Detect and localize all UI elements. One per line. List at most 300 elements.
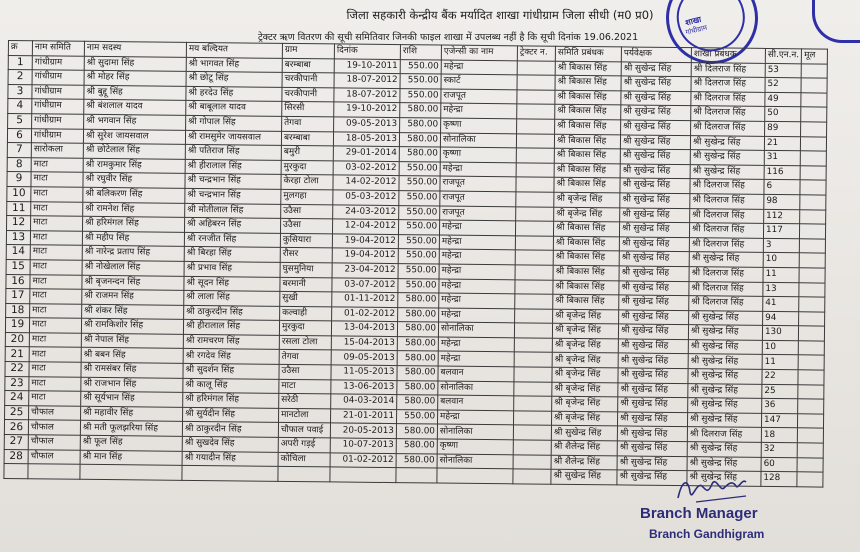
- cell-branch-manager: श्री सुखेन्द्र सिंह: [688, 325, 762, 340]
- cell-cn-no: 10: [762, 340, 798, 355]
- cell-amount: 550.00: [400, 74, 441, 89]
- cell-sn: 5: [8, 113, 32, 128]
- cell-date: 09-05-2013: [334, 117, 400, 132]
- cell-village: सिरसी: [282, 102, 334, 117]
- cell-agency: सोनालिका: [440, 133, 516, 148]
- cell-original: [799, 297, 825, 312]
- cell-member: श्री बृजनन्दन सिंह: [82, 275, 184, 291]
- cell-sn: 8: [7, 157, 31, 172]
- cell-original: [798, 399, 824, 414]
- cell-father: श्री भागवत सिंह: [186, 57, 282, 73]
- table-body: [4, 55, 828, 487]
- cell-sn: 16: [6, 274, 30, 289]
- cell-date: 19-10-2012: [334, 102, 400, 117]
- cell-agency: महेन्द्रा: [439, 264, 515, 279]
- cell-tractor-no: [516, 148, 554, 163]
- cell-original: [798, 384, 824, 399]
- cell-supervisor: श्री सुखेन्द्र सिंह: [617, 470, 687, 485]
- cell-village: मानटोला: [279, 408, 331, 423]
- cell-original: [800, 195, 826, 210]
- cell-supervisor: श्री सुखेन्द्र सिंह: [620, 134, 690, 149]
- cell-father: श्री पतिराज सिंह: [185, 145, 281, 161]
- cell-original: [801, 93, 827, 108]
- cell-cn-no: 18: [761, 428, 797, 443]
- cell-amount: 550.00: [399, 205, 440, 220]
- cell-original: [798, 428, 824, 443]
- cell-society: माटा: [30, 303, 82, 318]
- cell-cn-no: 60: [761, 457, 797, 472]
- cell-cn-no: 49: [765, 92, 801, 107]
- cell-supervisor: श्री सुखेन्द्र सिंह: [619, 266, 689, 281]
- cell-tractor-no: [517, 75, 555, 90]
- cell-society-manager: श्री बृजेन्द्र सिंह: [552, 353, 618, 368]
- col-society-manager: समिति प्रबंधक: [555, 46, 621, 61]
- cell-amount: 580.00: [397, 395, 438, 410]
- cell-original: [800, 180, 826, 195]
- cell-member: श्री रामनेश सिंह: [83, 202, 185, 218]
- cell-village: चरकीपानी: [282, 73, 334, 88]
- cell-original: [801, 107, 827, 122]
- cell-father: श्री हीरालाल सिंह: [183, 320, 279, 336]
- cell-society: माटा: [29, 376, 81, 391]
- cell-branch-manager: श्री सुखेन्द्र सिंह: [687, 442, 761, 457]
- cell-tractor-no: [517, 119, 555, 134]
- cell-branch-manager: श्री सुखेन्द्र सिंह: [688, 383, 762, 398]
- col-original: मूल: [802, 49, 828, 64]
- col-tractor-no: ट्रेक्टर न.: [517, 46, 555, 61]
- cell-branch-manager: श्री दिलराज सिंह: [691, 62, 765, 77]
- col-sn: क्र: [8, 41, 32, 56]
- cell-tractor-no: [515, 221, 553, 236]
- cell-society: गांधीग्राम: [32, 85, 84, 100]
- cell-agency: महेन्द्रा: [441, 103, 517, 118]
- cell-cn-no: 22: [762, 369, 798, 384]
- cell-original: [799, 268, 825, 283]
- cell-supervisor: श्री सुखेन्द्र सिंह: [618, 324, 688, 339]
- cell-village: उउैसा: [280, 218, 332, 233]
- cell-society-manager: श्री शैलेन्द्र सिंह: [551, 455, 617, 470]
- cell-cn-no: 130: [762, 326, 798, 341]
- cell-cn-no: 112: [764, 209, 800, 224]
- cell-amount: [396, 468, 437, 483]
- cell-cn-no: 32: [761, 442, 797, 457]
- cell-father: श्री छोटू सिंह: [186, 72, 282, 88]
- cell-tractor-no: [515, 294, 553, 309]
- cell-agency: महेन्द्रा: [438, 351, 514, 366]
- cell-society-manager: श्री बिकास सिंह: [555, 75, 621, 90]
- col-branch-manager: शाखा प्रबंधक: [691, 48, 765, 63]
- cell-supervisor: श्री सुखेन्द्र सिंह: [620, 164, 690, 179]
- cell-cn-no: 6: [764, 180, 800, 195]
- cell-society-manager: श्री बृजेन्द्र सिंह: [552, 367, 618, 382]
- cell-agency: राजपूत: [441, 89, 517, 104]
- cell-village: तेगवा: [282, 116, 334, 131]
- cell-amount: 580.00: [399, 147, 440, 162]
- cell-supervisor: श्री सुखेन्द्र सिंह: [620, 207, 690, 222]
- cell-branch-manager: श्री सुखेन्द्र सिंह: [690, 164, 764, 179]
- col-member: नाम सदस्य: [84, 41, 186, 57]
- cell-agency: महेन्द्रा: [439, 279, 515, 294]
- cell-tractor-no: [517, 60, 555, 75]
- cell-member: श्री मती फूलझरिया सिंह: [80, 421, 182, 437]
- cell-village: केरहा टोला: [281, 175, 333, 190]
- cell-society-manager: श्री बिकास सिंह: [555, 61, 621, 76]
- cell-village: तेगवा: [279, 350, 331, 365]
- cell-society: चौफाल: [29, 406, 81, 421]
- cell-amount: 550.00: [399, 161, 440, 176]
- cell-date: 15-04-2013: [331, 336, 397, 351]
- cell-date: 19-10-2011: [334, 59, 400, 74]
- cell-amount: 580.00: [397, 351, 438, 366]
- cell-society: माटा: [29, 333, 81, 348]
- cell-original: [798, 341, 824, 356]
- cell-tractor-no: [515, 265, 553, 280]
- cell-cn-no: 11: [762, 355, 798, 370]
- cell-village: माटा: [279, 379, 331, 394]
- cell-supervisor: श्री सुखेन्द्र सिंह: [617, 456, 687, 471]
- cell-agency: स्कार्ट: [441, 74, 517, 89]
- cell-father: श्री सूदन सिंह: [184, 276, 280, 292]
- cell-member: श्री बंशलाल यादव: [84, 100, 186, 116]
- cell-branch-manager: श्री सुखेन्द्र सिंह: [688, 340, 762, 355]
- cell-supervisor: श्री सुखेन्द्र सिंह: [621, 91, 691, 106]
- cell-member: श्री राजमन सिंह: [82, 289, 184, 305]
- cell-society-manager: श्री बिकास सिंह: [555, 105, 621, 120]
- cell-amount: 550.00: [396, 409, 437, 424]
- cell-sn: 25: [5, 405, 29, 420]
- cell-supervisor: श्री सुखेन्द्र सिंह: [617, 426, 687, 441]
- cell-branch-manager: श्री दिलराज सिंह: [690, 208, 764, 223]
- cell-cn-no: 94: [763, 311, 799, 326]
- col-amount: राशि: [400, 45, 441, 60]
- cell-original: [798, 414, 824, 429]
- cell-cn-no: 147: [761, 413, 797, 428]
- cell-sn: 18: [6, 303, 30, 318]
- cell-date: 13-04-2013: [331, 321, 397, 336]
- cell-member: श्री सुदामा सिंह: [84, 56, 186, 72]
- cell-member: श्री छोटेलाल सिंह: [83, 143, 185, 159]
- cell-amount: 580.00: [397, 336, 438, 351]
- cell-agency: सोनालिका: [437, 454, 513, 469]
- cell-sn: 12: [7, 216, 31, 231]
- cell-agency: राजपूत: [440, 176, 516, 191]
- cell-cn-no: 3: [763, 238, 799, 253]
- cell-date: 01-02-2012: [330, 453, 396, 468]
- cell-supervisor: श्री सुखेन्द्र सिंह: [619, 222, 689, 237]
- cell-supervisor: श्री सुखेन्द्र सिंह: [620, 149, 690, 164]
- cell-supervisor: श्री सुखेन्द्र सिंह: [621, 62, 691, 77]
- cell-father: श्री मोतीलाल सिंह: [185, 203, 281, 219]
- cell-village: बरम्बाबा: [282, 58, 334, 73]
- cell-amount: 550.00: [400, 59, 441, 74]
- cell-amount: 580.00: [396, 439, 437, 454]
- cell-village: कुसियारा: [280, 233, 332, 248]
- cell-date: 11-05-2013: [331, 365, 397, 380]
- cell-tractor-no: [514, 338, 552, 353]
- cell-supervisor: श्री सुखेन्द्र सिंह: [618, 368, 688, 383]
- cell-sn: 9: [7, 172, 31, 187]
- cell-tractor-no: [516, 177, 554, 192]
- cell-sn: 10: [7, 186, 31, 201]
- cell-cn-no: 11: [763, 267, 799, 282]
- cell-father: श्री रनजीत सिंह: [184, 232, 280, 248]
- cell-society-manager: श्री बिकास सिंह: [553, 251, 619, 266]
- cell-society: चौफाल: [28, 449, 80, 464]
- cell-agency: महेन्द्रा: [441, 60, 517, 75]
- cell-branch-manager: श्री दिलराज सिंह: [687, 427, 761, 442]
- cell-sn: 7: [7, 143, 31, 158]
- cell-supervisor: श्री सुखेन्द्र सिंह: [619, 280, 689, 295]
- cell-sn: 4: [8, 99, 32, 114]
- cell-father: श्री चन्द्रभान सिंह: [185, 188, 281, 204]
- cell-member: श्री मान सिंह: [80, 450, 182, 466]
- cell-father: श्री रामसुमेर जायसवाल: [185, 130, 281, 146]
- col-date: दिनांक: [334, 44, 400, 59]
- cell-tractor-no: [515, 279, 553, 294]
- col-father: मय बल्दियत: [186, 42, 282, 58]
- cell-original: [797, 443, 823, 458]
- cell-society-manager: श्री बिकास सिंह: [554, 134, 620, 149]
- cell-branch-manager: श्री सुखेन्द्र सिंह: [687, 471, 761, 486]
- cell-supervisor: श्री सुखेन्द्र सिंह: [618, 383, 688, 398]
- cell-branch-manager: श्री दिलराज सिंह: [690, 194, 764, 209]
- cell-original: [797, 457, 823, 472]
- cell-society: माटा: [30, 289, 82, 304]
- cell-village: मुरकुदा: [279, 321, 331, 336]
- cell-agency: राजपूत: [440, 206, 516, 221]
- cell-father: श्री ठाकुरदीन सिंह: [184, 305, 280, 321]
- cell-date: 04-03-2014: [331, 394, 397, 409]
- cell-date: 21-01-2011: [331, 409, 397, 424]
- cell-original: [801, 63, 827, 78]
- cell-supervisor: श्री सुखेन्द्र सिंह: [619, 251, 689, 266]
- cell-agency: महेन्द्रा: [439, 308, 515, 323]
- cell-agency: महेन्द्रा: [439, 220, 515, 235]
- cell-original: [800, 224, 826, 239]
- cell-member: श्री रामकिशोर सिंह: [81, 319, 183, 335]
- cell-cn-no: 117: [763, 224, 799, 239]
- cell-tractor-no: [515, 309, 553, 324]
- cell-member: श्री भगवान सिंह: [84, 114, 186, 130]
- cell-original: [801, 122, 827, 137]
- cell-amount: 580.00: [396, 424, 437, 439]
- cell-amount: 580.00: [397, 366, 438, 381]
- list-subtitle: ट्रेक्टर ऋण वितरण की सूची समितिवार जिनकी फाइल शाखा में उपलब्ध नहीं है कि सूची दिनांक 19.06.2021: [258, 32, 639, 43]
- cell-father: श्री सुखदेव सिंह: [182, 436, 278, 452]
- cell-supervisor: श्री सुखेन्द्र सिंह: [619, 295, 689, 310]
- col-village: ग्राम: [282, 43, 334, 58]
- cell-society-manager: श्री बिकास सिंह: [553, 280, 619, 295]
- cell-member: श्री रघुवीर सिंह: [83, 173, 185, 189]
- cell-agency: महेन्द्रा: [440, 162, 516, 177]
- cell-society: सारोकला: [31, 143, 83, 158]
- cell-date: 10-07-2013: [330, 438, 396, 453]
- cell-society-manager: श्री बृजेन्द्र सिंह: [552, 338, 618, 353]
- cell-date: 13-06-2013: [331, 380, 397, 395]
- cell-father: श्री लाला सिंह: [184, 290, 280, 306]
- cell-society: माटा: [29, 347, 81, 362]
- cell-society: गांधीग्राम: [32, 55, 84, 70]
- cell-cn-no: 13: [763, 282, 799, 297]
- cell-amount: 580.00: [399, 132, 440, 147]
- cell-father: श्री गोपाल सिंह: [186, 115, 282, 131]
- cell-village: बरम्बाबा: [281, 131, 333, 146]
- cell-society-manager: श्री बिकास सिंह: [553, 294, 619, 309]
- cell-society-manager: श्री बिकास सिंह: [553, 221, 619, 236]
- cell-society: माटा: [31, 187, 83, 202]
- cell-amount: 580.00: [398, 307, 439, 322]
- bank-title: जिला सहकारी केन्द्रीय बैंक मर्यादित शाखा गांधीग्राम जिला सीधी (म0 प्र0): [346, 8, 654, 22]
- cell-society: माटा: [31, 172, 83, 187]
- cell-village: बमुरी: [281, 146, 333, 161]
- cell-amount: 580.00: [400, 118, 441, 133]
- cell-member: श्री सुरेश जायसवाल: [83, 129, 185, 145]
- cell-village: रसला टोला: [279, 335, 331, 350]
- cell-branch-manager: श्री सुखेन्द्र सिंह: [687, 456, 761, 471]
- cell-date: 24-03-2012: [333, 204, 399, 219]
- cell-village: चरकीपानी: [282, 87, 334, 102]
- cell-agency: महेन्द्रा: [439, 235, 515, 250]
- cell-tractor-no: [514, 352, 552, 367]
- signature: [672, 472, 752, 506]
- cell-member: श्री शंकर सिंह: [82, 304, 184, 320]
- cell-society-manager: श्री बृजेन्द्र सिंह: [554, 207, 620, 222]
- cell-agency: सोनालिका: [438, 381, 514, 396]
- cell-branch-manager: श्री सुखेन्द्र सिंह: [689, 252, 763, 267]
- cell-original: [801, 136, 827, 151]
- cell-society: माटा: [30, 274, 82, 289]
- cell-supervisor: श्री सुखेन्द्र सिंह: [619, 310, 689, 325]
- cell-sn: 6: [7, 128, 31, 143]
- cell-member: श्री बलिकरण सिंह: [83, 187, 185, 203]
- cell-date: 14-02-2012: [333, 175, 399, 190]
- cell-village: कोचिला: [278, 452, 330, 467]
- cell-agency: बलवान: [438, 366, 514, 381]
- cell-society: माटा: [30, 260, 82, 275]
- cell-agency: महेन्द्रा: [437, 410, 513, 425]
- cell-branch-manager: श्री दिलराज सिंह: [689, 296, 763, 311]
- cell-tractor-no: [513, 469, 551, 484]
- cell-branch-manager: श्री सुखेन्द्र सिंह: [688, 398, 762, 413]
- cell-date: 03-07-2012: [332, 277, 398, 292]
- cell-amount: 580.00: [397, 322, 438, 337]
- branch-name: Branch Gandhigram: [649, 527, 765, 541]
- col-agency: एजेन्सी का नाम: [441, 45, 517, 60]
- cell-cn-no: 41: [763, 297, 799, 312]
- stamp-text-1: शाखा: [684, 14, 703, 28]
- cell-society-manager: श्री बिकास सिंह: [554, 163, 620, 178]
- cell-date: 03-02-2012: [333, 161, 399, 176]
- cell-agency: [437, 468, 513, 483]
- cell-supervisor: श्री सुखेन्द्र सिंह: [618, 339, 688, 354]
- cell-tractor-no: [514, 381, 552, 396]
- cell-sn: 17: [6, 289, 30, 304]
- cell-supervisor: श्री सुखेन्द्र सिंह: [618, 397, 688, 412]
- cell-society-manager: श्री बिकास सिंह: [553, 265, 619, 280]
- cell-village: [278, 467, 330, 482]
- cell-agency: महेन्द्रा: [439, 249, 515, 264]
- cell-society-manager: श्री सुखेन्द्र सिंह: [551, 426, 617, 441]
- cell-agency: कृष्णा: [440, 147, 516, 162]
- cell-date: 05-03-2012: [333, 190, 399, 205]
- cell-father: श्री चन्द्रभान सिंह: [185, 174, 281, 190]
- cell-father: श्री हरिमंगल सिंह: [183, 393, 279, 409]
- cell-father: श्री रामचरण सिंह: [183, 334, 279, 350]
- cell-member: श्री महीप सिंह: [82, 231, 184, 247]
- cell-sn: 19: [5, 318, 29, 333]
- cell-member: श्री बबन सिंह: [81, 348, 183, 364]
- cell-father: श्री कालू सिंह: [183, 378, 279, 394]
- cell-village: घुसमुनिया: [280, 262, 332, 277]
- col-supervisor: पर्यवेक्षक: [621, 47, 691, 62]
- cell-village: चौफाल पवाई: [278, 423, 330, 438]
- cell-sn: 23: [5, 376, 29, 391]
- cell-sn: 21: [5, 347, 29, 362]
- cell-original: [799, 326, 825, 341]
- cell-branch-manager: श्री दिलराज सिंह: [691, 106, 765, 121]
- cell-amount: 580.00: [400, 103, 441, 118]
- cell-agency: सोनालिका: [438, 322, 514, 337]
- cell-agency: बलवान: [438, 395, 514, 410]
- cell-society: गांधीग्राम: [32, 70, 84, 85]
- cell-sn: 24: [5, 391, 29, 406]
- cell-branch-manager: श्री सुखेन्द्र सिंह: [688, 369, 762, 384]
- cell-tractor-no: [513, 454, 551, 469]
- cell-sn: 2: [8, 70, 32, 85]
- cell-member: श्री सूर्यभान सिंह: [81, 392, 183, 408]
- corner-stamp: [812, 0, 860, 43]
- cell-cn-no: 31: [764, 151, 800, 166]
- cell-tractor-no: [513, 440, 551, 455]
- cell-amount: 550.00: [398, 264, 439, 279]
- cell-date: 18-07-2012: [334, 88, 400, 103]
- cell-sn: 28: [4, 449, 28, 464]
- cell-society-manager: श्री बिकास सिंह: [555, 90, 621, 105]
- cell-supervisor: श्री सुखेन्द्र सिंह: [620, 178, 690, 193]
- cell-society-manager: श्री बिकास सिंह: [554, 148, 620, 163]
- cell-member: श्री मोहर सिंह: [84, 70, 186, 86]
- cell-date: 01-11-2012: [332, 292, 398, 307]
- cell-village: अपरी गड़ई: [278, 437, 330, 452]
- cell-supervisor: श्री सुखेन्द्र सिंह: [618, 353, 688, 368]
- cell-tractor-no: [516, 163, 554, 178]
- cell-sn: 13: [6, 230, 30, 245]
- cell-sn: 27: [4, 435, 28, 450]
- cell-original: [799, 253, 825, 268]
- cell-supervisor: श्री सुखेन्द्र सिंह: [621, 76, 691, 91]
- cell-agency: राजपूत: [440, 191, 516, 206]
- cell-village: कल्वाही: [280, 306, 332, 321]
- cell-father: श्री बिरहा सिंह: [184, 247, 280, 263]
- cell-supervisor: श्री सुखेन्द्र सिंह: [617, 412, 687, 427]
- cell-father: श्री हरदेउ सिंह: [186, 86, 282, 102]
- cell-original: [798, 355, 824, 370]
- col-society: नाम समिति: [32, 41, 84, 56]
- cell-society-manager: श्री शैलेन्द्र सिंह: [551, 440, 617, 455]
- cell-father: श्री प्रभाव सिंह: [184, 261, 280, 277]
- cell-member: श्री हरिमंगल सिंह: [83, 216, 185, 232]
- cell-date: 18-07-2012: [334, 73, 400, 88]
- cell-cn-no: 128: [761, 472, 797, 487]
- cell-sn: 15: [6, 259, 30, 274]
- cell-branch-manager: श्री दिलराज सिंह: [689, 267, 763, 282]
- cell-agency: महेन्द्रा: [439, 293, 515, 308]
- cell-village: मुलगहा: [281, 189, 333, 204]
- cell-agency: सोनालिका: [437, 424, 513, 439]
- cell-date: 12-04-2012: [332, 219, 398, 234]
- cell-cn-no: 21: [764, 136, 800, 151]
- cell-original: [798, 370, 824, 385]
